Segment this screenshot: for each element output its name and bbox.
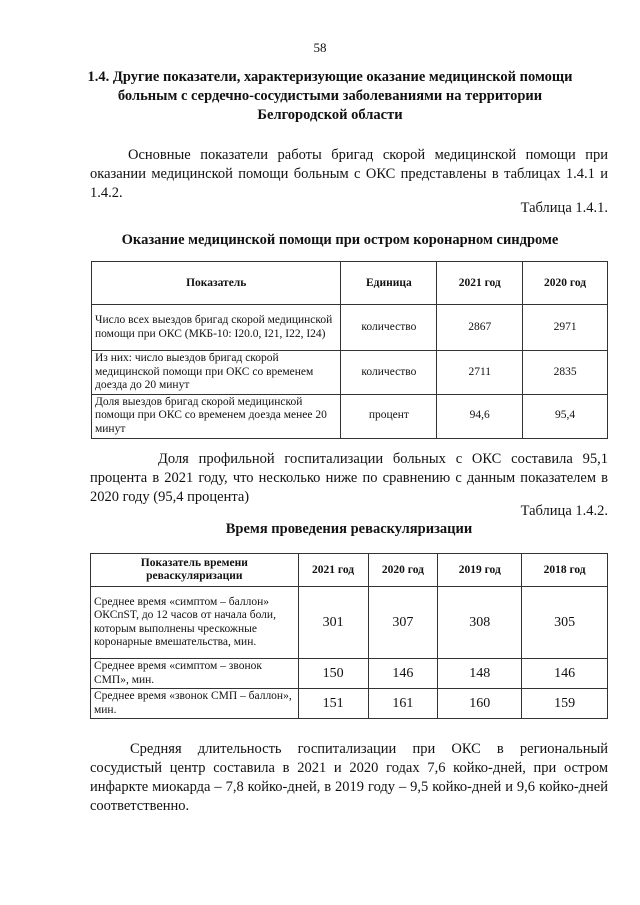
column-header: 2021 год: [437, 262, 523, 305]
table-row: [91, 587, 608, 659]
table-row: [92, 351, 608, 395]
row-label: Доля выездов бригад скорой медицинской помощи при ОКС со временем доезда менее 20 минут: [92, 394, 341, 438]
row-label: Среднее время «звонок СМП – баллон», мин.: [91, 689, 299, 719]
value-2020: 161: [368, 689, 438, 719]
table1-caption: Таблица 1.4.1.: [520, 200, 608, 216]
column-header: Единица: [341, 262, 437, 305]
page-number: 58: [313, 40, 327, 55]
column-header: 2020 год: [523, 262, 608, 305]
column-header: 2018 год: [522, 554, 608, 587]
row-label: Из них: число выездов бригад скорой медицинской помощи при ОКС со временем доезда до 20 минут: [92, 351, 341, 395]
intro-paragraph: Основные показатели работы бригад скорой медицинской помощи при оказании медицинской помощи больным с ОКС представлены в таблицах 1.4.1 и 1.4.2.: [90, 147, 608, 201]
table1-title: Оказание медицинской помощи при остром коронарном синдроме: [121, 232, 559, 248]
value-2018: 146: [522, 659, 608, 689]
value-2021: 2867: [437, 305, 523, 351]
row-label: Среднее время «симптом – звонок СМП», мин.: [91, 659, 299, 689]
table-header-row: [91, 554, 608, 587]
value-2020: 146: [368, 659, 438, 689]
table-header-row: [92, 262, 608, 305]
value-2021: 150: [298, 659, 368, 689]
column-header: Показатель: [92, 262, 341, 305]
row-unit: количество: [341, 351, 437, 395]
section-heading: 1.4. Другие показатели, характеризующие оказание медицинской помощи больным с сердечно-сосудистыми заболеваниями на территории Белгородской области: [87, 69, 573, 123]
final-paragraph: Средняя длительность госпитализации при ОКС в региональный сосудистый центр составила в 2021 и 2020 годах 7,6 койко-дней, при остром инфаркте миокарда – 7,8 койко-дней, в 2019 году – 9,5 койко-дней и 9,6 койко-дней соответственно.: [90, 741, 608, 814]
column-header: 2019 год: [438, 554, 522, 587]
row-label: Среднее время «симптом – баллон» ОКСпST, до 12 часов от начала боли, которым выполнены чрескожные коронарные вмешательства, мин.: [91, 587, 299, 659]
value-2019: 148: [438, 659, 522, 689]
row-unit: количество: [341, 305, 437, 351]
table-acs-care: [91, 261, 608, 439]
value-2020: 307: [368, 587, 438, 659]
value-2018: 305: [522, 587, 608, 659]
column-header: 2021 год: [298, 554, 368, 587]
value-2021: 94,6: [437, 394, 523, 438]
table-row: [91, 659, 608, 689]
middle-paragraph: Доля профильной госпитализации больных с ОКС составила 95,1 процента в 2021 году, что несколько ниже по сравнению с данным показателем в 2020 году (95,4 процента): [90, 451, 608, 505]
value-2021: 301: [298, 587, 368, 659]
value-2021: 151: [298, 689, 368, 719]
value-2020: 95,4: [523, 394, 608, 438]
value-2019: 160: [438, 689, 522, 719]
value-2020: 2971: [523, 305, 608, 351]
table-revascularization-time: [90, 553, 608, 719]
value-2019: 308: [438, 587, 522, 659]
column-header: Показатель времени реваскуляризации: [91, 554, 299, 587]
row-unit: процент: [341, 394, 437, 438]
value-2018: 159: [522, 689, 608, 719]
column-header: 2020 год: [368, 554, 438, 587]
table-row: [92, 394, 608, 438]
value-2020: 2835: [523, 351, 608, 395]
table2-title: Время проведения реваскуляризации: [225, 521, 473, 537]
table2-caption: Таблица 1.4.2.: [520, 503, 608, 519]
table-row: [91, 689, 608, 719]
table-row: [92, 305, 608, 351]
row-label: Число всех выездов бригад скорой медицинской помощи при ОКС (МКБ-10: I20.0, I21, I22, I24): [92, 305, 341, 351]
value-2021: 2711: [437, 351, 523, 395]
